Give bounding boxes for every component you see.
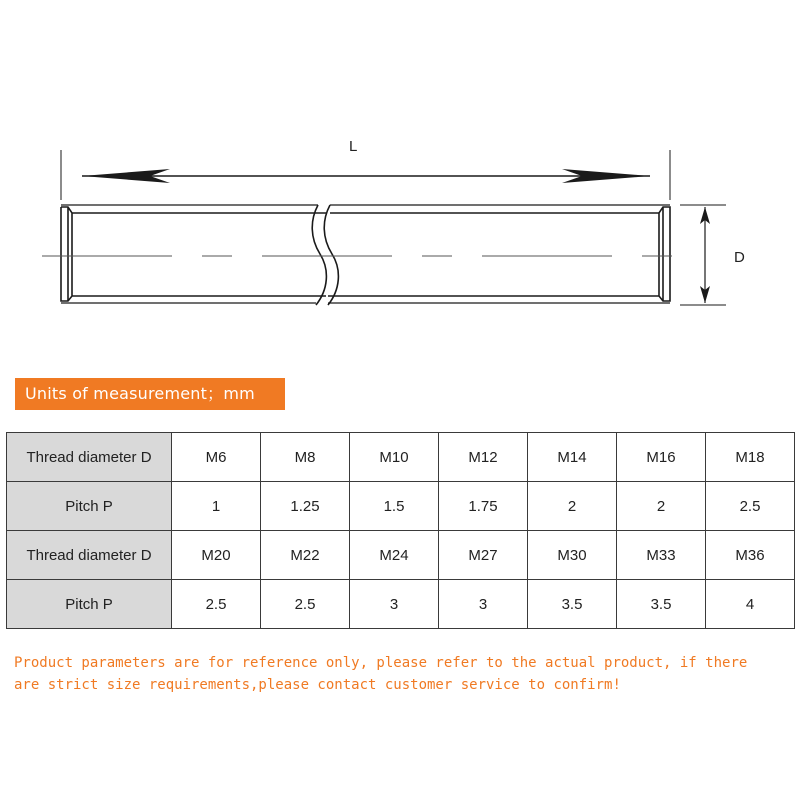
- table-cell: M12: [439, 433, 528, 482]
- table-row: [7, 482, 795, 531]
- table-cell: M27: [439, 531, 528, 580]
- table-row: [7, 433, 795, 482]
- row-header: Pitch P: [7, 482, 172, 531]
- break-line-right: [324, 205, 338, 305]
- rod-right-segment: [328, 207, 670, 301]
- spec-table: [6, 432, 795, 629]
- table-cell: 2.5: [706, 482, 795, 531]
- table-cell: 4: [706, 580, 795, 629]
- table-cell: M24: [350, 531, 439, 580]
- rod-left-thread-edge: [61, 205, 318, 303]
- table-cell: 3: [439, 580, 528, 629]
- table-cell: M18: [706, 433, 795, 482]
- table-cell: M6: [172, 433, 261, 482]
- threaded-rod-diagram: [0, 0, 800, 360]
- table-cell: 1: [172, 482, 261, 531]
- row-header: Thread diameter D: [7, 433, 172, 482]
- table-cell: M10: [350, 433, 439, 482]
- length-label: L: [349, 138, 358, 155]
- table-cell: 3.5: [617, 580, 706, 629]
- disclaimer-line-1: Product parameters are for reference only, please refer to the actual product, if there: [14, 655, 748, 671]
- table-cell: 2.5: [261, 580, 350, 629]
- table-cell: 1.75: [439, 482, 528, 531]
- rod-left-segment: [61, 207, 326, 301]
- table-cell: M20: [172, 531, 261, 580]
- table-cell: 3.5: [528, 580, 617, 629]
- table-cell: 1.5: [350, 482, 439, 531]
- table-cell: 1.25: [261, 482, 350, 531]
- table-cell: M16: [617, 433, 706, 482]
- table-cell: M36: [706, 531, 795, 580]
- row-header: Pitch P: [7, 580, 172, 629]
- table-cell: M14: [528, 433, 617, 482]
- table-cell: M30: [528, 531, 617, 580]
- table-cell: M22: [261, 531, 350, 580]
- rod-right-thread-edge: [328, 205, 670, 303]
- table-row: [7, 580, 795, 629]
- table-cell: 2: [528, 482, 617, 531]
- disclaimer-line-2: are strict size requirements,please contact customer service to confirm!: [14, 677, 621, 693]
- disclaimer-note: [14, 652, 794, 696]
- row-header: Thread diameter D: [7, 531, 172, 580]
- units-badge: Units of measurement；mm: [15, 378, 285, 410]
- table-cell: 2.5: [172, 580, 261, 629]
- table-row: [7, 531, 795, 580]
- table-cell: 3: [350, 580, 439, 629]
- diameter-label: D: [734, 249, 745, 266]
- table-cell: M8: [261, 433, 350, 482]
- table-cell: M33: [617, 531, 706, 580]
- table-cell: 2: [617, 482, 706, 531]
